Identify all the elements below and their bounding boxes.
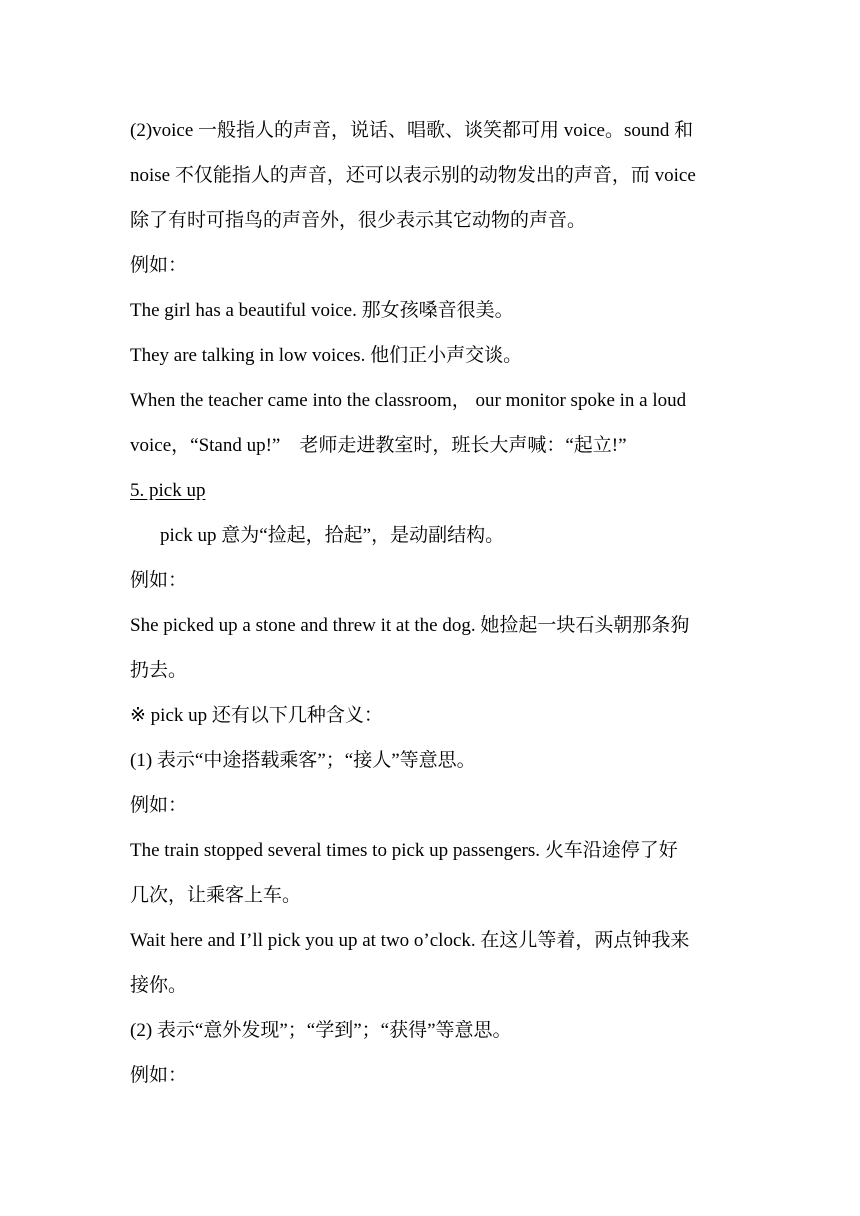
pick-up-definition: pick up 意为“捡起，拾起”，是动副结构。 <box>160 525 505 546</box>
document-body <box>130 108 734 1098</box>
example-sentence-teacher-line-2: voice，“Stand up!” 老师走进教室时，班长大声喊：“起立!” <box>130 435 627 456</box>
example-sentence-stone-line-2: 扔去。 <box>130 660 188 681</box>
paragraph-voice-explanation-line-2: noise 不仅能指人的声音，还可以表示别的动物发出的声音，而 voice <box>130 165 696 186</box>
paragraph-voice-explanation-line-1: (2)voice 一般指人的声音，说话、唱歌、谈笑都可用 voice。sound 和 <box>130 120 694 141</box>
example-sentence-girl-voice: The girl has a beautiful voice. 那女孩嗓音很美。 <box>130 300 514 321</box>
pick-up-other-meanings-note: ※ pick up 还有以下几种含义： <box>130 705 383 726</box>
example-label: 例如： <box>130 255 188 276</box>
example-sentence-teacher-line-1: When the teacher came into the classroom， our monitor spoke in a loud <box>130 390 687 411</box>
example-label: 例如： <box>130 795 188 816</box>
example-label: 例如： <box>130 1065 188 1086</box>
example-sentence-wait-line-1: Wait here and I’ll pick you up at two o’clock. 在这儿等着，两点钟我来 <box>130 930 690 951</box>
example-sentence-low-voices: They are talking in low voices. 他们正小声交谈。 <box>130 345 523 366</box>
example-label: 例如： <box>130 570 188 591</box>
example-sentence-wait-line-2: 接你。 <box>130 975 188 996</box>
section-heading-pick-up: 5. pick up <box>130 480 206 501</box>
meaning-1-heading: (1) 表示“中途搭载乘客”；“接人”等意思。 <box>130 750 476 771</box>
example-sentence-stone-line-1: She picked up a stone and threw it at the dog. 她捡起一块石头朝那条狗 <box>130 615 690 636</box>
example-sentence-train-line-1: The train stopped several times to pick up passengers. 火车沿途停了好 <box>130 840 678 861</box>
meaning-2-heading: (2) 表示“意外发现”；“学到”；“获得”等意思。 <box>130 1020 512 1041</box>
paragraph-voice-explanation-line-3: 除了有时可指鸟的声音外，很少表示其它动物的声音。 <box>130 210 587 231</box>
example-sentence-train-line-2: 几次，让乘客上车。 <box>130 885 302 906</box>
